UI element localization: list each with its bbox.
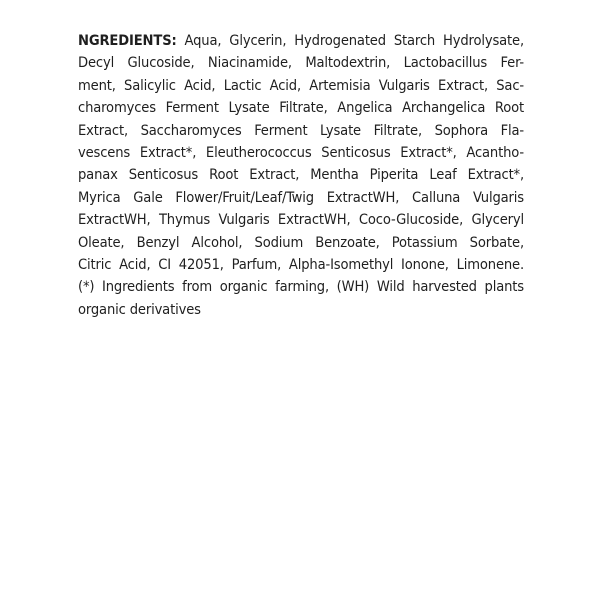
ingredients-line: Citric Acid, CI 42051, Parfum, Alpha-Isomethyl Ionone, Limonene. (78, 256, 524, 274)
ingredients-label (78, 30, 524, 321)
ingredients-line: charomyces Ferment Lysate Filtrate, Angelica Archangelica Root (78, 99, 524, 117)
footnote-line: organic derivatives (78, 300, 201, 318)
ingredients-line: Extract, Saccharomyces Ferment Lysate Filtrate, Sophora Fla- (78, 121, 524, 139)
ingredients-heading: NGREDIENTS: (78, 32, 177, 49)
ingredients-text: Aqua, Glycerin, Hydrogenated Starch Hydrolysate, (176, 32, 524, 49)
ingredients-line: ExtractWH, Thymus Vulgaris ExtractWH, Coco-Glucoside, Glyceryl (78, 211, 524, 229)
ingredients-line: vescens Extract*, Eleutherococcus Senticosus Extract*, Acantho- (78, 144, 524, 162)
ingredients-line: Myrica Gale Flower/Fruit/Leaf/Twig ExtractWH, Calluna Vulgaris (78, 188, 524, 206)
ingredients-line (78, 30, 524, 52)
footnote-line: (*) Ingredients from organic farming, (WH) Wild harvested plants (78, 278, 524, 296)
ingredients-line: Oleate, Benzyl Alcohol, Sodium Benzoate, Potassium Sorbate, (78, 233, 524, 251)
ingredients-line: panax Senticosus Root Extract, Mentha Piperita Leaf Extract*, (78, 166, 524, 184)
ingredients-line: ment, Salicylic Acid, Lactic Acid, Artemisia Vulgaris Extract, Sac- (78, 76, 524, 94)
ingredients-line: Decyl Glucoside, Niacinamide, Maltodextrin, Lactobacillus Fer- (78, 54, 524, 72)
